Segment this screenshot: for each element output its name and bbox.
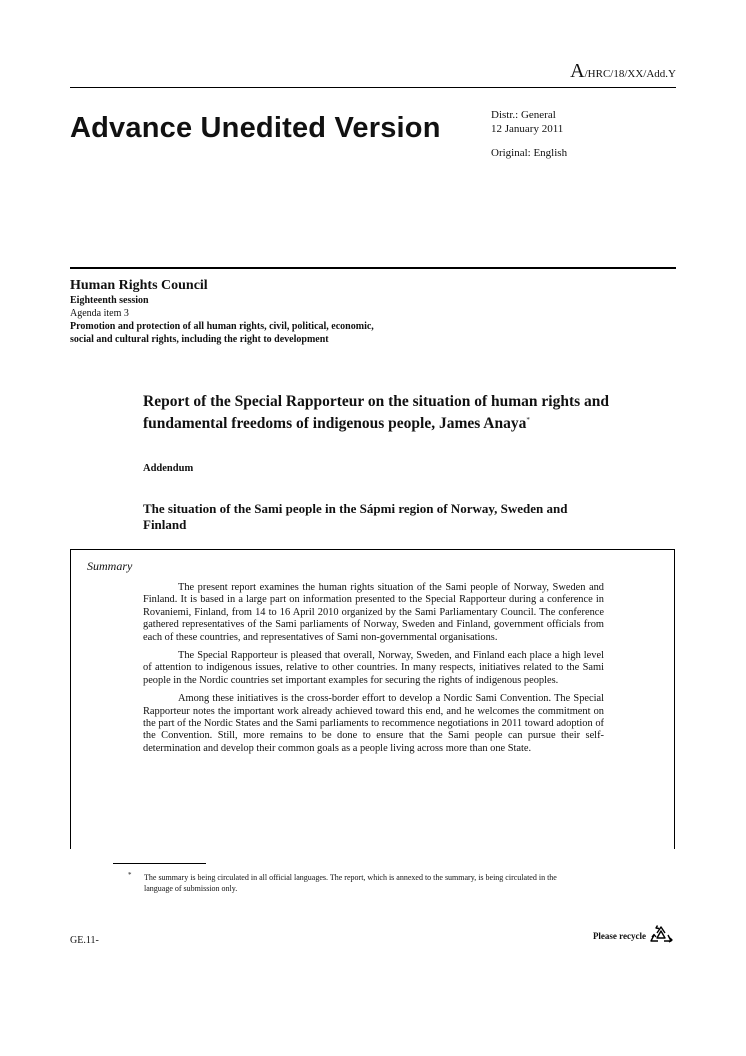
report-title-footnote-marker: * (526, 416, 530, 424)
advance-version-title: Advance Unedited Version (70, 112, 441, 144)
header-rule (70, 87, 676, 88)
summary-paragraph: Among these initiatives is the cross-border effort to develop a Nordic Sami Convention. The Special Rapporteur notes the important work already achieved toward this end, and he welcomes the commitment on the part of the Nordic States and the Sami parliaments to recommence negotiations in 2011 toward adoption of the Convention. Still, more remains to be done to ensure that the Sami people can pursue their self-determination and develop their common goals as a people living across more than one State. (143, 693, 604, 754)
symbol-code: /HRC/18/XX/Add.Y (584, 68, 676, 80)
recycle-icon (648, 924, 674, 948)
distribution-block (491, 108, 567, 160)
summary-text (143, 582, 604, 761)
report-title-text: Report of the Special Rapporteur on the situation of human rights and fundamental freedoms of indigenous people, James Anaya (143, 393, 610, 433)
symbol-letter: A (570, 60, 585, 82)
council-rule (70, 267, 676, 269)
report-subtitle: The situation of the Sami people in the Sápmi region of Norway, Sweden and Finland (143, 501, 568, 532)
agenda-item: Agenda item 3 (70, 308, 129, 319)
document-symbol (570, 60, 676, 83)
document-date: 12 January 2011 (491, 123, 564, 135)
footnote-rule (113, 863, 206, 864)
recycle-notice (593, 924, 674, 948)
report-title (143, 393, 613, 433)
recycle-label: Please recycle (592, 931, 646, 941)
council-name: Human Rights Council (70, 278, 208, 293)
summary-paragraph: The Special Rapporteur is pleased that overall, Norway, Sweden, and Finland each place a high level of attention to indigenous issues, relative to other countries. In many respects, initiatives related to the Sami people in the Nordic countries set important examples for securing the rights of indigenous peoples. (143, 650, 604, 686)
summary-paragraph: The present report examines the human rights situation of the Sami people of Norway, Sweden and Finland. It is based in a large part on information presented to the Special Rapporteur during a conference in Rovaniemi, Finland, from 14 to 16 April 2010 organized by the Sami Parliamentary Council. The conference gathered representatives of the Sami parliaments of Norway, Sweden and Finland, government officials from each of these countries, and representatives of Sami non-governmental organisations. (143, 582, 604, 643)
council-block (70, 278, 390, 346)
job-number: GE.11- (70, 935, 99, 946)
agenda-title: Promotion and protection of all human rights, civil, political, economic, social and cultural rights, including the right to development (70, 321, 374, 345)
addendum-label: Addendum (143, 463, 194, 474)
session-name: Eighteenth session (70, 295, 149, 306)
original-language: Original: English (491, 147, 568, 159)
summary-label: Summary (87, 559, 133, 573)
footnote (128, 872, 578, 894)
footnote-text: The summary is being circulated in all official languages. The report, which is annexed to the summary, is being circulated in the language of submission only. (144, 873, 557, 893)
footnote-marker: * (128, 871, 132, 879)
distribution-status: Distr.: General (491, 109, 556, 121)
